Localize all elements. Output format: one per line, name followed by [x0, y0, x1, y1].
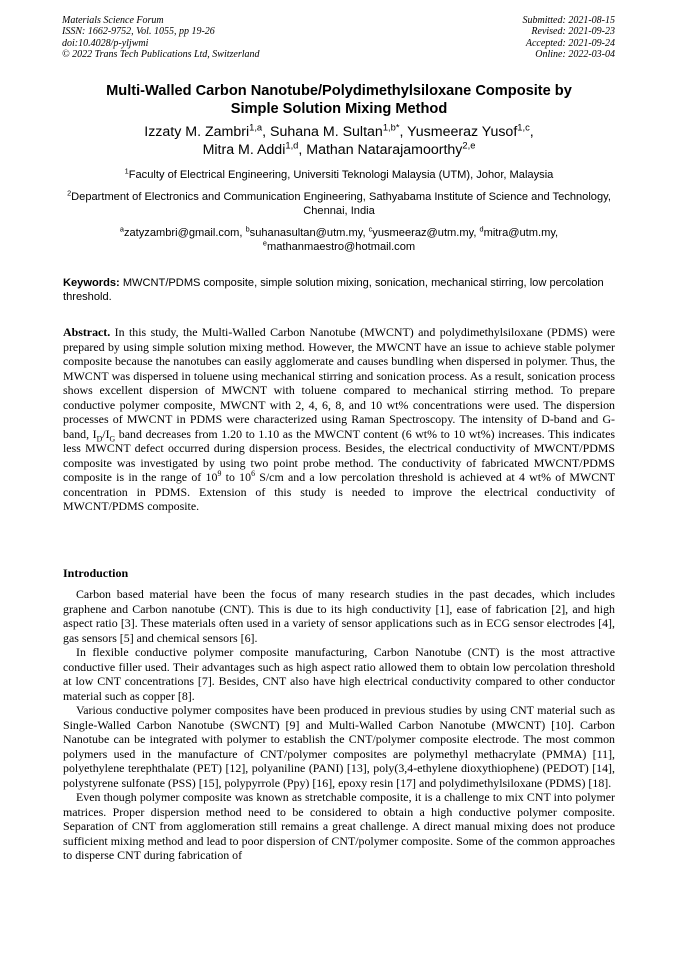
introduction-body	[63, 587, 615, 863]
affiliation-sup: 1	[124, 166, 129, 176]
abstract-sub-d: D	[96, 433, 103, 443]
email-link[interactable]: suhanasultan@utm.my,	[249, 227, 366, 239]
online-date: Online: 2022-03-04	[535, 49, 615, 61]
revised-date: Revised: 2021-09-23	[531, 26, 615, 38]
abstract-text-1: In this study, the Multi-Walled Carbon Nanotube (MWCNT) and polydimethylsiloxane (PDMS) were prepared by using simple solution mixing method. However, the MWCNT have an issue to achieve stable polymer composite because the nanotubes can easily agglomerate and causes bundling when dispersed in polymer. Thus, the MWCNT was dispersed in toluene using mechanical stirring and sonication process. As a result, sonication process shows excellent dispersion of MWCNT with toluene compared to mechanical stirring method. To prepare conductive polymer composite, MWCNT with 2, 4, 6, 8, and 10 wt% concentrations were used. The dispersion processes of MWCNT in PDMS were characterized using Raman Spectroscopy. The intensity of D-band and G-band, I	[63, 325, 615, 441]
submitted-date: Submitted: 2021-08-15	[522, 15, 615, 26]
author-name: Suhana M. Sultan	[270, 124, 383, 140]
issn-line: ISSN: 1662-9752, Vol. 1055, pp 19-26	[62, 26, 215, 38]
paragraph: Carbon based material have been the focus of many research studies in the past decades, which includes graphene and Carbon nanotube (CNT). This is due to its high conductivity [1], ease of fabrication [2], and high aspect ratio [3]. These materials often used in a variety of sensor applications such as in ECG sensor electrodes [4], gas sensors [5] and chemical sensors [6].	[63, 587, 615, 645]
journal-name: Materials Science Forum	[62, 15, 164, 26]
email-link[interactable]: mathanmaestro@hotmail.com	[266, 241, 416, 253]
author-name: Yusmeeraz Yusof	[407, 124, 518, 140]
author-name: Mathan Natarajamoorthy	[306, 142, 463, 158]
author-name: Mitra M. Addi	[202, 142, 286, 158]
title-line-2: Simple Solution Mixing Method	[230, 101, 448, 117]
keywords-block	[63, 276, 615, 304]
affiliation-text: Faculty of Electrical Engineering, Universiti Teknologi Malaysia (UTM), Johor, Malaysia	[128, 169, 554, 181]
affiliation-1	[60, 168, 618, 182]
email-link[interactable]: yusmeeraz@utm.my,	[372, 227, 477, 239]
paragraph: In flexible conductive polymer composite manufacturing, Carbon Nanotube (CNT) is the most attractive conductive filler used. Their advantages such as high aspect ratio allowed them to obtain low percolation threshold at low CNT concentrations [7]. Besides, CNT also have high electrical conductivity compared to other conductor material such as copper [8].	[63, 645, 615, 703]
abstract-text-2: band decreases from 1.20 to 1.10 as the MWCNT content (6 wt% to 10 wt%) increases. This indicates less MWCNT defect occurred during dispersion process. Besides, the electrical conductivity of MWCNT/PDMS composite was investigated by using two point probe method. The conductivity of fabricated MWCNT/PDMS composite is in the range of 10	[63, 426, 615, 484]
email-link[interactable]: mitra@utm.my,	[483, 227, 559, 239]
email-list	[60, 226, 618, 254]
email-sup: b	[245, 224, 250, 234]
author-list	[60, 123, 618, 159]
author-affil-sup: 1,a	[249, 122, 263, 133]
paragraph: Various conductive polymer composites have been produced in previous studies by using CNT material such as Single-Walled Carbon Nanotube (SWCNT) [9] and Multi-Walled Carbon Nanotube (MWCNT) [10]. Carbon Nanotube can be integrated with polymer to establish the CNT/polymer composite electrode. The most common polymers used in the manufacture of CNT/polymer composites are polymethyl methacrylate (PMMA) [11], polyethylene terephthalate (PET) [12], polyaniline (PANI) [13], poly(3,4-ethylene dioxythiophene) (PEDOT) [14], polystyrene sulfonate (PSS) [15], polypyrrole (Ppy) [16], epoxy resin [17] and polydimethylsiloxane (PDMS) [18].	[63, 703, 615, 790]
email-sup: a	[119, 224, 124, 234]
paragraph: Even though polymer composite was known as stretchable composite, it is a challenge to mix CNT into polymer matrices. Proper dispersion method need to be considered to obtain a high conductive polymer composite. Separation of CNT from agglomeration still remains a great challenge. A direct manual mixing does not produce sufficient mixing method and lead to poor dispersion of CNT/polymer composite. Some of the common approaches to disperse CNT during fabrication of	[63, 790, 615, 862]
email-sup: e	[262, 238, 267, 248]
author-affil-sup: 2,e	[462, 140, 476, 151]
abstract-label: Abstract.	[63, 325, 111, 339]
affiliation-2	[60, 190, 618, 218]
author-affil-sup: 1,d	[285, 140, 299, 151]
email-sup: d	[479, 224, 484, 234]
title-line-1: Multi-Walled Carbon Nanotube/Polydimethylsiloxane Composite by	[106, 83, 572, 99]
abstract-exponent-2: 6	[251, 469, 255, 479]
author-affil-sup: 1,b*	[382, 122, 400, 133]
abstract-exponent-1: 9	[217, 469, 222, 479]
author-affil-sup: 1,c	[517, 122, 530, 133]
section-heading-introduction: Introduction	[63, 566, 129, 580]
accepted-date: Accepted: 2021-09-24	[525, 37, 615, 49]
abstract-text-3: S/cm and a low percolation threshold is achieved at 4 wt% of MWCNT concentration in PDMS. Extension of this study is needed to improve the electrical conductivity of MWCNT/PDMS composite.	[63, 470, 616, 513]
author-name: Izzaty M. Zambri	[144, 124, 250, 140]
keywords-label: Keywords:	[63, 277, 120, 289]
affiliation-sup: 2	[67, 188, 72, 198]
email-link[interactable]: zatyzambri@gmail.com,	[123, 227, 243, 239]
keywords-text: MWCNT/PDMS composite, simple solution mixing, sonication, mechanical stirring, low percolation threshold.	[63, 277, 604, 303]
copyright-line: © 2022 Trans Tech Publications Ltd, Switzerland	[62, 49, 260, 61]
dates-header	[523, 15, 616, 61]
abstract-slash: /I	[102, 426, 110, 441]
abstract-sub-g: G	[109, 433, 116, 443]
abstract-to: to 10	[221, 470, 252, 484]
affiliation-text: Department of Electronics and Communication Engineering, Sathyabama Institute of Science and Technology, Chennai, India	[71, 191, 611, 217]
email-sup: c	[368, 224, 373, 234]
authors-line-2: Mitra M. Addi$^{1,d}$, Mathan Natarajamoorthy$^{2,e}$	[202, 140, 476, 158]
journal-header	[62, 15, 260, 61]
doi-line: doi:10.4028/p-yljwmi	[62, 37, 149, 49]
paper-title	[60, 82, 618, 118]
abstract-block	[63, 325, 615, 514]
authors-line-1: Izzaty M. Zambri$^{1,a}$, Suhana M. Sultan$^{1,b*}$, Yusmeeraz Yusof$^{1,c}$,	[144, 122, 534, 140]
